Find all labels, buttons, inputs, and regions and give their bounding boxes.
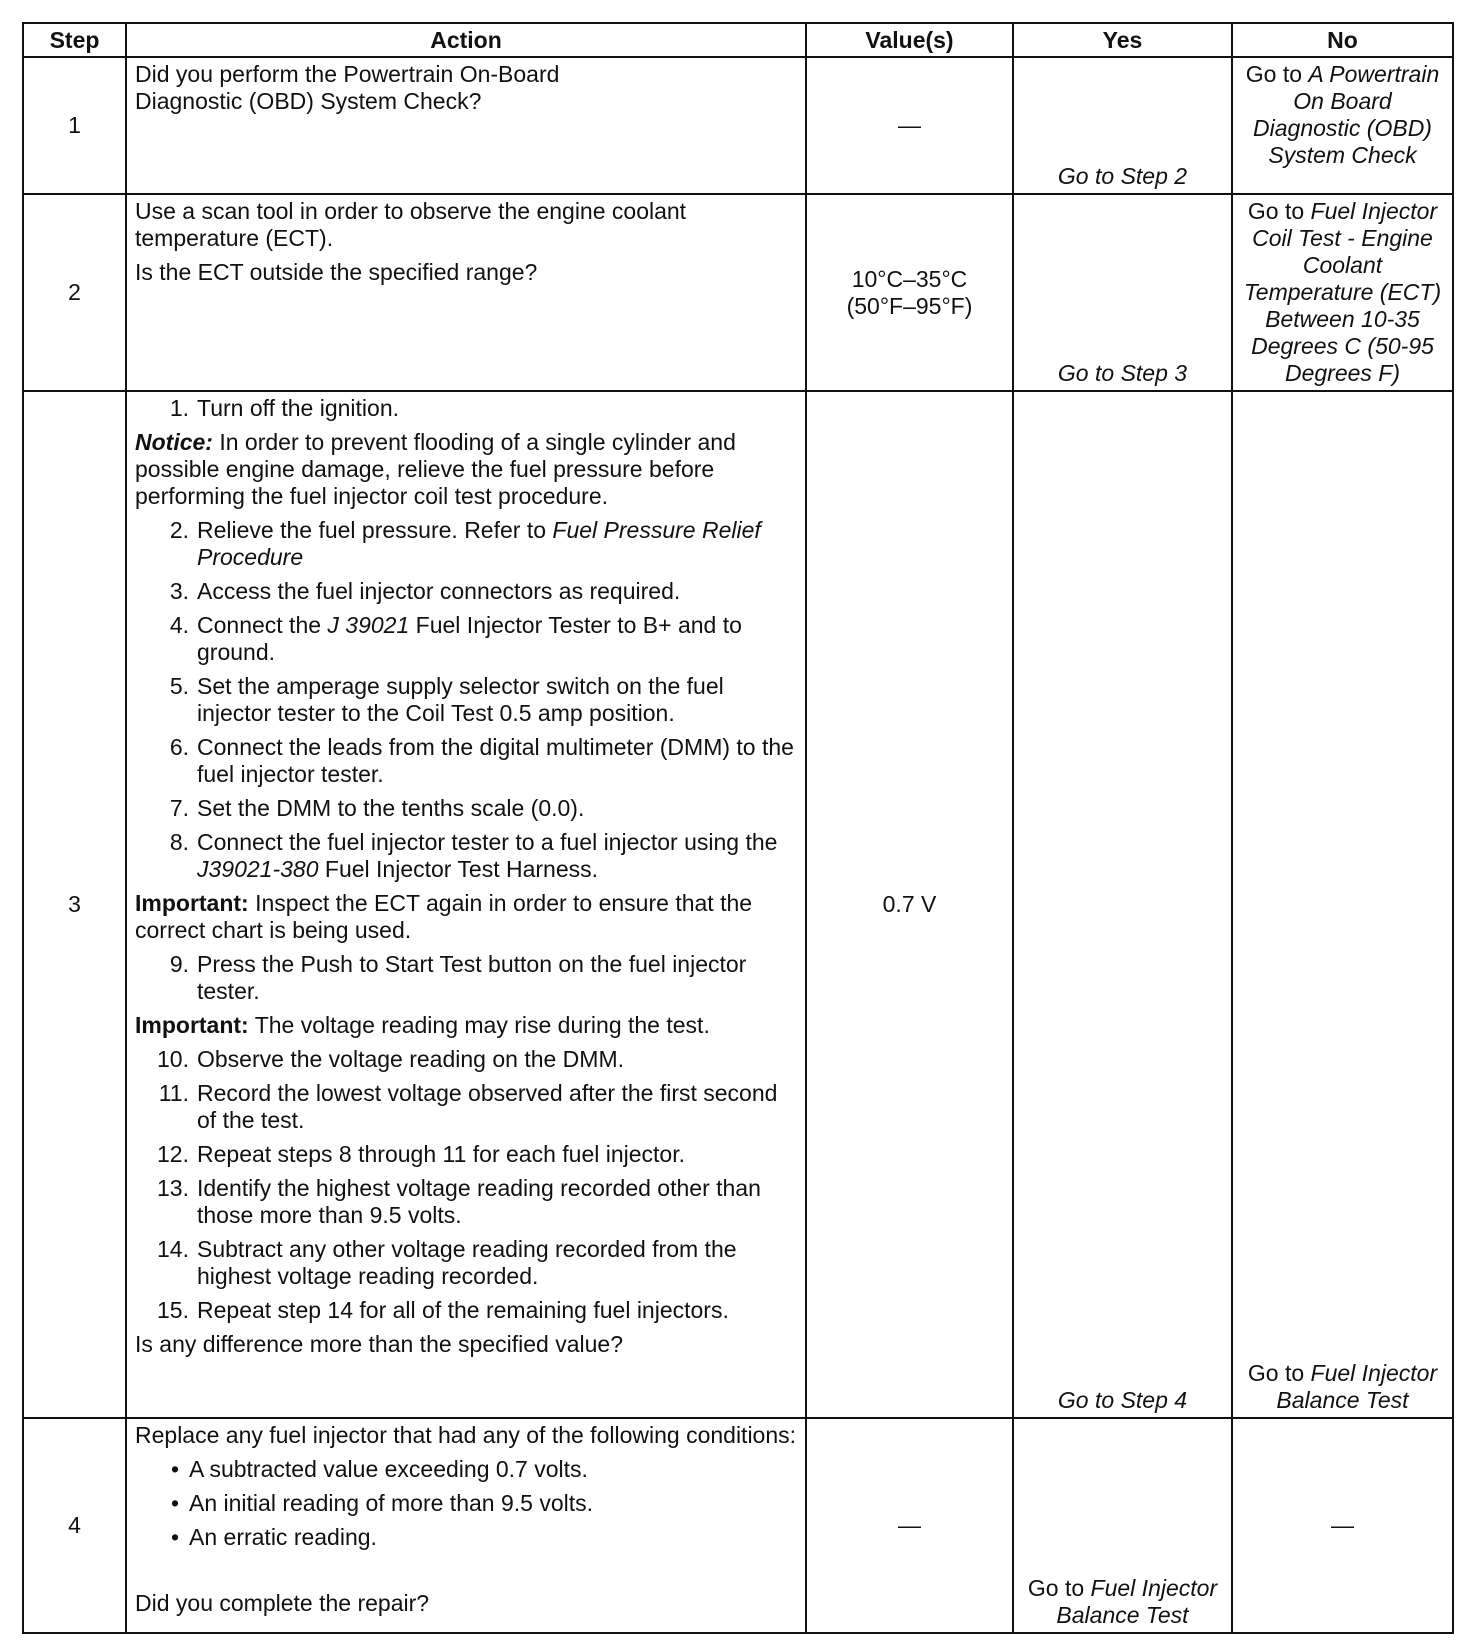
item-text: Set the DMM to the tenths scale (0.0). — [197, 795, 585, 821]
action-cell — [126, 391, 806, 1418]
yes-goto-prefix: Go to — [1027, 1575, 1091, 1601]
bullet-item — [135, 1524, 797, 1551]
no-goto-prefix: Go to — [1245, 61, 1309, 87]
header-no: No — [1232, 23, 1453, 57]
tool-ref: J 39021 — [327, 612, 410, 638]
action-cell — [126, 57, 806, 194]
item-number: 13. — [157, 1175, 189, 1201]
item-text-pre: Connect the — [197, 612, 328, 638]
step-number: 1 — [23, 57, 126, 194]
header-yes: Yes — [1013, 23, 1232, 57]
yes-goto: Go to Step 2 — [1057, 163, 1188, 189]
notice-label: Notice: — [135, 429, 213, 455]
list-item — [135, 517, 797, 571]
item-text-post: Fuel Injector Test Harness. — [318, 856, 599, 882]
value-cell — [806, 194, 1013, 391]
no-goto-ref: Fuel Injector Coil Test - Engine Coolant Temperature (ECT) Between 10-35 Degrees C (50-95 Degrees F) — [1243, 198, 1442, 386]
table-row-step-4 — [23, 1418, 1453, 1633]
item-text — [197, 829, 797, 883]
item-text-plain: Relieve the fuel pressure. Refer to — [197, 517, 553, 543]
action-text: Did you perform the Powertrain On-Board Diagnostic (OBD) System Check? — [135, 61, 560, 114]
item-text: Repeat steps 8 through 11 for each fuel injector. — [197, 1141, 685, 1167]
item-number: 15. — [157, 1297, 189, 1323]
bullet-icon: • — [170, 1490, 179, 1517]
item-number: 8. — [169, 829, 189, 855]
item-number: 3. — [169, 578, 189, 604]
yes-cell — [1013, 391, 1232, 1418]
action-question: Is the ECT outside the specified range? — [135, 259, 538, 285]
item-text — [197, 517, 797, 571]
item-text: Set the amperage supply selector switch on the fuel injector tester to the Coil Test 0.5 amp position. — [197, 673, 724, 726]
no-cell — [1232, 57, 1453, 194]
yes-goto: Go to Step 3 — [1057, 360, 1188, 386]
header-action: Action — [126, 23, 806, 57]
list-item — [135, 578, 797, 605]
list-item — [135, 951, 797, 1005]
no-cell: — — [1232, 1418, 1453, 1633]
value-fahrenheit: (50°F–95°F) — [846, 292, 973, 319]
header-step: Step — [23, 23, 126, 57]
list-item — [135, 1046, 797, 1073]
item-text: Repeat step 14 for all of the remaining fuel injectors. — [197, 1297, 729, 1323]
item-text: Access the fuel injector connectors as required. — [197, 578, 681, 604]
bullet-icon: • — [170, 1524, 179, 1551]
item-number: 1. — [169, 395, 189, 421]
list-item — [135, 1175, 797, 1229]
important-paragraph — [135, 1012, 797, 1039]
item-text: Turn off the ignition. — [197, 395, 400, 421]
bullet-text: An erratic reading. — [189, 1524, 377, 1551]
no-goto-prefix: Go to — [1247, 198, 1311, 224]
no-goto-ref: Fuel Injector Balance Test — [1276, 1360, 1438, 1414]
tool-ref: J39021-380 — [197, 856, 319, 882]
yes-goto-ref: Fuel Injector Balance Test — [1056, 1575, 1218, 1628]
item-number: 9. — [169, 951, 189, 977]
notice-text: In order to prevent flooding of a single cylinder and possible engine damage, relieve the fuel pressure before performing the fuel injector coil test procedure. — [135, 429, 736, 509]
important-label: Important: — [135, 1012, 249, 1038]
action-intro: Replace any fuel injector that had any of the following conditions: — [135, 1422, 797, 1449]
yes-cell — [1013, 1418, 1232, 1633]
item-number: 5. — [169, 673, 189, 699]
list-item — [135, 673, 797, 727]
item-text: Observe the voltage reading on the DMM. — [197, 1046, 625, 1072]
value-celsius: 10°C–35°C — [851, 265, 968, 292]
diagnostic-table — [22, 22, 1454, 1634]
item-text: Connect the leads from the digital multimeter (DMM) to the fuel injector tester. — [197, 734, 794, 787]
action-cell — [126, 1418, 806, 1633]
no-goto-ref: A Powertrain On Board Diagnostic (OBD) System Check — [1253, 61, 1440, 168]
no-cell — [1232, 194, 1453, 391]
bullet-text: A subtracted value exceeding 0.7 volts. — [189, 1456, 588, 1483]
action-question: Did you complete the repair? — [135, 1590, 430, 1617]
important-text: Inspect the ECT again in order to ensure that the correct chart is being used. — [135, 890, 753, 943]
table-row-step-2 — [23, 194, 1453, 391]
important-label: Important: — [135, 890, 249, 916]
action-cell — [126, 194, 806, 391]
value-cell: 0.7 V — [806, 391, 1013, 1418]
item-number: 2. — [169, 517, 189, 543]
list-item — [135, 612, 797, 666]
list-item — [135, 1297, 797, 1324]
value-cell: — — [806, 1418, 1013, 1633]
item-text: Record the lowest voltage observed after the first second of the test. — [197, 1080, 778, 1133]
procedure-ref: Fuel Pressure Relief Procedure — [197, 517, 761, 570]
important-text: The voltage reading may rise during the test. — [248, 1012, 710, 1038]
important-paragraph — [135, 890, 797, 944]
table-row-step-3 — [23, 391, 1453, 1418]
item-text: Identify the highest voltage reading recorded other than those more than 9.5 volts. — [197, 1175, 761, 1228]
bullet-item — [135, 1456, 797, 1483]
table-row-step-1 — [23, 57, 1453, 194]
item-number: 10. — [157, 1046, 189, 1072]
item-text-post: Fuel Injector Tester to B+ and to ground. — [197, 612, 742, 665]
no-cell — [1232, 391, 1453, 1418]
step-number: 2 — [23, 194, 126, 391]
item-number: 11. — [158, 1080, 189, 1106]
list-item — [135, 1080, 797, 1134]
bullet-icon: • — [170, 1456, 179, 1483]
yes-cell — [1013, 57, 1232, 194]
yes-goto: Go to Step 4 — [1057, 1387, 1188, 1414]
bullet-item — [135, 1490, 797, 1517]
no-goto-prefix: Go to — [1247, 1360, 1311, 1387]
list-item — [135, 1236, 797, 1290]
header-row — [23, 23, 1453, 57]
action-question: Is any difference more than the specified value? — [135, 1331, 623, 1357]
item-text — [197, 612, 797, 666]
item-number: 4. — [169, 612, 189, 638]
list-item — [135, 1141, 797, 1168]
list-item — [135, 795, 797, 822]
list-item — [135, 734, 797, 788]
item-text-pre: Connect the fuel injector tester to a fuel injector using the — [197, 829, 778, 855]
spacer — [135, 1558, 797, 1590]
value-cell: — — [806, 57, 1013, 194]
item-number: 14. — [157, 1236, 189, 1262]
yes-cell — [1013, 194, 1232, 391]
bullet-text: An initial reading of more than 9.5 volts. — [189, 1490, 594, 1517]
item-text: Subtract any other voltage reading recorded from the highest voltage reading recorded. — [197, 1236, 737, 1289]
step-number: 4 — [23, 1418, 126, 1633]
item-number: 7. — [169, 795, 189, 821]
header-values: Value(s) — [806, 23, 1013, 57]
list-item — [135, 829, 797, 883]
notice-paragraph — [135, 429, 797, 510]
item-text: Press the Push to Start Test button on the fuel injector tester. — [197, 951, 747, 1004]
item-number: 6. — [169, 734, 189, 760]
action-text: Use a scan tool in order to observe the engine coolant temperature (ECT). — [135, 198, 687, 251]
list-item — [135, 395, 797, 422]
item-number: 12. — [157, 1141, 189, 1167]
step-number: 3 — [23, 391, 126, 1418]
